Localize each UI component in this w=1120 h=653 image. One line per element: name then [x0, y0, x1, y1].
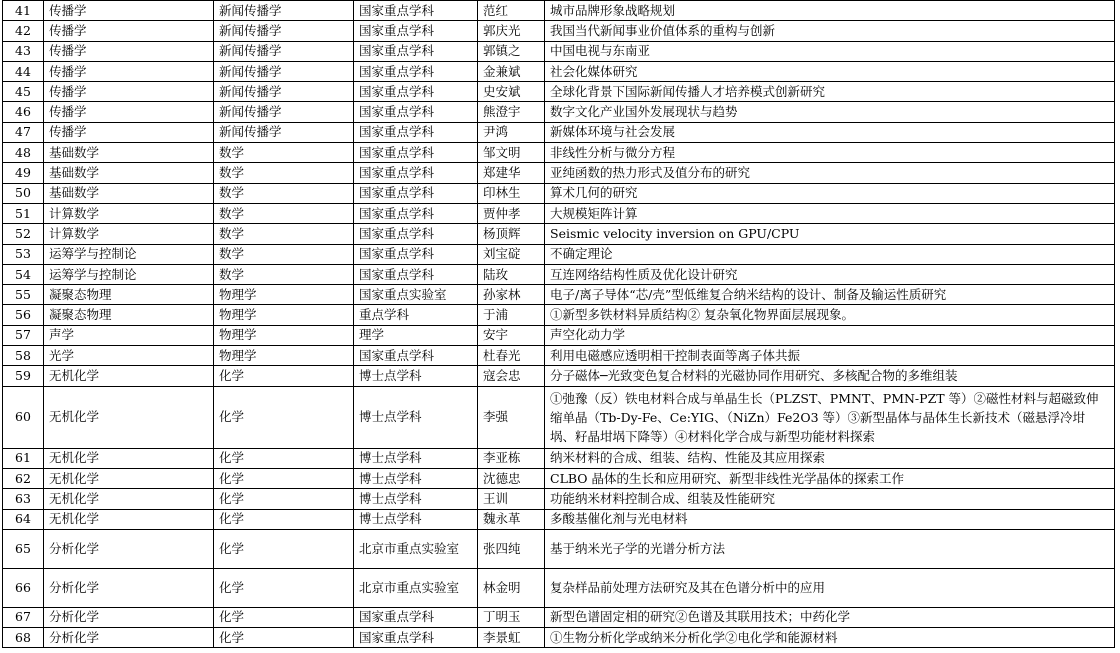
- level-cell: 国家重点学科: [354, 102, 478, 122]
- advisor-cell: 李景虹: [478, 628, 545, 648]
- level-cell: 国家重点学科: [354, 163, 478, 183]
- row-number: 44: [3, 61, 44, 81]
- field-cell: 无机化学: [44, 489, 214, 509]
- topic-cell: 互连网络结构性质及优化设计研究: [545, 264, 1115, 284]
- field-cell: 无机化学: [44, 448, 214, 468]
- level-cell: 国家重点学科: [354, 346, 478, 366]
- discipline-cell: 化学: [214, 386, 354, 448]
- field-cell: 传播学: [44, 82, 214, 102]
- field-cell: 无机化学: [44, 386, 214, 448]
- discipline-cell: 新闻传播学: [214, 122, 354, 142]
- row-number: 45: [3, 82, 44, 102]
- discipline-cell: 数学: [214, 264, 354, 284]
- field-cell: 基础数学: [44, 183, 214, 203]
- field-cell: 分析化学: [44, 628, 214, 648]
- field-cell: 传播学: [44, 122, 214, 142]
- row-number: 68: [3, 628, 44, 648]
- row-number: 52: [3, 224, 44, 244]
- row-number: 50: [3, 183, 44, 203]
- table-row: [3, 285, 1115, 305]
- advisor-cell: 魏永革: [478, 509, 545, 529]
- field-cell: 传播学: [44, 41, 214, 61]
- field-cell: 计算数学: [44, 224, 214, 244]
- topic-cell: ①生物分析化学或纳米分析化学②电化学和能源材料: [545, 628, 1115, 648]
- table-row: [3, 628, 1115, 648]
- level-cell: 国家重点学科: [354, 21, 478, 41]
- row-number: 61: [3, 448, 44, 468]
- topic-cell: CLBO 晶体的生长和应用研究、新型非线性光学晶体的探索工作: [545, 468, 1115, 488]
- field-cell: 运筹学与控制论: [44, 264, 214, 284]
- table-row: [3, 183, 1115, 203]
- row-number: 64: [3, 509, 44, 529]
- table-row: [3, 122, 1115, 142]
- table-row: [3, 346, 1115, 366]
- table-row: [3, 41, 1115, 61]
- topic-cell: 亚纯函数的热力形式及值分布的研究: [545, 163, 1115, 183]
- discipline-cell: 物理学: [214, 346, 354, 366]
- table-row: [3, 203, 1115, 223]
- discipline-cell: 化学: [214, 468, 354, 488]
- table-row: [3, 568, 1115, 607]
- discipline-cell: 物理学: [214, 305, 354, 325]
- topic-cell: 我国当代新闻事业价值体系的重构与创新: [545, 21, 1115, 41]
- discipline-cell: 化学: [214, 628, 354, 648]
- advisor-cell: 贾仲孝: [478, 203, 545, 223]
- advisor-cell: 林金明: [478, 568, 545, 607]
- row-number: 54: [3, 264, 44, 284]
- discipline-cell: 化学: [214, 509, 354, 529]
- advisor-cell: 寇会忠: [478, 366, 545, 386]
- topic-cell: 利用电磁感应透明相干控制表面等离子体共振: [545, 346, 1115, 366]
- topic-cell: ①新型多铁材料异质结构② 复杂氧化物界面层展现象。: [545, 305, 1115, 325]
- topic-cell: 大规模矩阵计算: [545, 203, 1115, 223]
- level-cell: 国家重点学科: [354, 264, 478, 284]
- topic-cell: 基于纳米光子学的光谱分析方法: [545, 529, 1115, 568]
- table-row: [3, 325, 1115, 345]
- discipline-cell: 数学: [214, 203, 354, 223]
- level-cell: 博士点学科: [354, 448, 478, 468]
- field-cell: 传播学: [44, 61, 214, 81]
- row-number: 51: [3, 203, 44, 223]
- discipline-cell: 数学: [214, 183, 354, 203]
- level-cell: 博士点学科: [354, 468, 478, 488]
- level-cell: 博士点学科: [354, 386, 478, 448]
- row-number: 43: [3, 41, 44, 61]
- table-row: [3, 163, 1115, 183]
- discipline-cell: 数学: [214, 143, 354, 163]
- field-cell: 基础数学: [44, 143, 214, 163]
- topic-cell: 新型色谱固定相的研究②色谱及其联用技术；中药化学: [545, 607, 1115, 627]
- level-cell: 国家重点学科: [354, 183, 478, 203]
- table-row: [3, 509, 1115, 529]
- row-number: 58: [3, 346, 44, 366]
- advisor-cell: 沈德忠: [478, 468, 545, 488]
- advisor-cell: 王训: [478, 489, 545, 509]
- topic-cell: 多酸基催化剂与光电材料: [545, 509, 1115, 529]
- discipline-cell: 数学: [214, 163, 354, 183]
- field-cell: 分析化学: [44, 607, 214, 627]
- advisor-table-body: [3, 1, 1115, 648]
- discipline-cell: 化学: [214, 568, 354, 607]
- discipline-cell: 数学: [214, 244, 354, 264]
- advisor-cell: 熊澄宇: [478, 102, 545, 122]
- field-cell: 运筹学与控制论: [44, 244, 214, 264]
- level-cell: 国家重点学科: [354, 61, 478, 81]
- discipline-cell: 新闻传播学: [214, 61, 354, 81]
- advisor-cell: 李强: [478, 386, 545, 448]
- discipline-cell: 化学: [214, 366, 354, 386]
- topic-cell: 功能纳米材料控制合成、组装及性能研究: [545, 489, 1115, 509]
- topic-cell: 中国电视与东南亚: [545, 41, 1115, 61]
- advisor-cell: 史安斌: [478, 82, 545, 102]
- level-cell: 国家重点学科: [354, 244, 478, 264]
- row-number: 65: [3, 529, 44, 568]
- field-cell: 分析化学: [44, 568, 214, 607]
- topic-cell: 全球化背景下国际新闻传播人才培养模式创新研究: [545, 82, 1115, 102]
- row-number: 66: [3, 568, 44, 607]
- row-number: 55: [3, 285, 44, 305]
- topic-cell: 算术几何的研究: [545, 183, 1115, 203]
- topic-cell: 声空化动力学: [545, 325, 1115, 345]
- table-row: [3, 82, 1115, 102]
- discipline-cell: 新闻传播学: [214, 102, 354, 122]
- level-cell: 国家重点实验室: [354, 285, 478, 305]
- level-cell: 国家重点学科: [354, 224, 478, 244]
- table-row: [3, 607, 1115, 627]
- level-cell: 重点学科: [354, 305, 478, 325]
- table-row: [3, 264, 1115, 284]
- discipline-cell: 新闻传播学: [214, 82, 354, 102]
- table-row: [3, 224, 1115, 244]
- advisor-cell: 孙家林: [478, 285, 545, 305]
- table-row: [3, 1, 1115, 21]
- discipline-cell: 数学: [214, 224, 354, 244]
- field-cell: 声学: [44, 325, 214, 345]
- table-row: [3, 143, 1115, 163]
- level-cell: 国家重点学科: [354, 122, 478, 142]
- discipline-cell: 物理学: [214, 285, 354, 305]
- discipline-cell: 化学: [214, 489, 354, 509]
- advisor-cell: 李亚栋: [478, 448, 545, 468]
- discipline-cell: 新闻传播学: [214, 41, 354, 61]
- level-cell: 国家重点学科: [354, 1, 478, 21]
- table-row: [3, 21, 1115, 41]
- level-cell: 国家重点学科: [354, 607, 478, 627]
- field-cell: 传播学: [44, 21, 214, 41]
- discipline-cell: 化学: [214, 607, 354, 627]
- topic-cell: Seismic velocity inversion on GPU/CPU: [545, 224, 1115, 244]
- field-cell: 传播学: [44, 102, 214, 122]
- advisor-cell: 郑建华: [478, 163, 545, 183]
- row-number: 42: [3, 21, 44, 41]
- topic-cell: 不确定理论: [545, 244, 1115, 264]
- topic-cell: 数字文化产业国外发展现状与趋势: [545, 102, 1115, 122]
- advisor-cell: 郭庆光: [478, 21, 545, 41]
- advisor-cell: 郭镇之: [478, 41, 545, 61]
- level-cell: 理学: [354, 325, 478, 345]
- table-row: [3, 244, 1115, 264]
- row-number: 60: [3, 386, 44, 448]
- advisor-cell: 范红: [478, 1, 545, 21]
- topic-cell: 社会化媒体研究: [545, 61, 1115, 81]
- row-number: 53: [3, 244, 44, 264]
- row-number: 56: [3, 305, 44, 325]
- table-row: [3, 102, 1115, 122]
- level-cell: 国家重点学科: [354, 82, 478, 102]
- field-cell: 无机化学: [44, 509, 214, 529]
- advisor-cell: 张四纯: [478, 529, 545, 568]
- field-cell: 凝聚态物理: [44, 305, 214, 325]
- table-row: [3, 448, 1115, 468]
- level-cell: 国家重点学科: [354, 41, 478, 61]
- level-cell: 国家重点学科: [354, 143, 478, 163]
- row-number: 49: [3, 163, 44, 183]
- field-cell: 光学: [44, 346, 214, 366]
- row-number: 59: [3, 366, 44, 386]
- discipline-cell: 新闻传播学: [214, 21, 354, 41]
- advisor-cell: 杨顶辉: [478, 224, 545, 244]
- row-number: 48: [3, 143, 44, 163]
- advisor-cell: 丁明玉: [478, 607, 545, 627]
- advisor-cell: 陆玫: [478, 264, 545, 284]
- row-number: 41: [3, 1, 44, 21]
- discipline-cell: 物理学: [214, 325, 354, 345]
- field-cell: 基础数学: [44, 163, 214, 183]
- level-cell: 博士点学科: [354, 509, 478, 529]
- advisor-cell: 尹鸿: [478, 122, 545, 142]
- topic-cell: 城市品牌形象战略规划: [545, 1, 1115, 21]
- level-cell: 国家重点学科: [354, 628, 478, 648]
- advisor-table: [2, 0, 1115, 648]
- advisor-cell: 于浦: [478, 305, 545, 325]
- advisor-cell: 杜春光: [478, 346, 545, 366]
- row-number: 46: [3, 102, 44, 122]
- level-cell: 博士点学科: [354, 366, 478, 386]
- discipline-cell: 新闻传播学: [214, 1, 354, 21]
- level-cell: 国家重点学科: [354, 203, 478, 223]
- advisor-cell: 刘宝碇: [478, 244, 545, 264]
- advisor-cell: 安宇: [478, 325, 545, 345]
- topic-cell: 非线性分析与微分方程: [545, 143, 1115, 163]
- table-row: [3, 468, 1115, 488]
- advisor-cell: 邹文明: [478, 143, 545, 163]
- row-number: 47: [3, 122, 44, 142]
- table-row: [3, 386, 1115, 448]
- field-cell: 分析化学: [44, 529, 214, 568]
- table-row: [3, 305, 1115, 325]
- table-row: [3, 489, 1115, 509]
- topic-cell: 电子/离子导体“芯/壳”型低维复合纳米结构的设计、制备及输运性质研究: [545, 285, 1115, 305]
- level-cell: 博士点学科: [354, 489, 478, 509]
- field-cell: 无机化学: [44, 468, 214, 488]
- field-cell: 无机化学: [44, 366, 214, 386]
- discipline-cell: 化学: [214, 529, 354, 568]
- table-row: [3, 529, 1115, 568]
- topic-cell: 新媒体环境与社会发展: [545, 122, 1115, 142]
- advisor-cell: 金兼斌: [478, 61, 545, 81]
- discipline-cell: 化学: [214, 448, 354, 468]
- row-number: 63: [3, 489, 44, 509]
- field-cell: 凝聚态物理: [44, 285, 214, 305]
- topic-cell: ①弛豫（反）铁电材料合成与单晶生长（PLZST、PMNT、PMN-PZT 等）②磁性材料与超磁致伸缩单晶（Tb-Dy-Fe、Ce:YIG、（NiZn）Fe2O3 等）③新型晶体与晶体生长新技术（磁悬浮冷坩埚、籽晶坩埚下降等）④材料化学合成与新型功能材料探索: [545, 386, 1115, 448]
- topic-cell: 分子磁体─光致变色复合材料的光磁协同作用研究、多核配合物的多维组装: [545, 366, 1115, 386]
- field-cell: 计算数学: [44, 203, 214, 223]
- level-cell: 北京市重点实验室: [354, 529, 478, 568]
- table-row: [3, 61, 1115, 81]
- table-row: [3, 366, 1115, 386]
- advisor-cell: 印林生: [478, 183, 545, 203]
- row-number: 57: [3, 325, 44, 345]
- topic-cell: 复杂样品前处理方法研究及其在色谱分析中的应用: [545, 568, 1115, 607]
- topic-cell: 纳米材料的合成、组装、结构、性能及其应用探索: [545, 448, 1115, 468]
- field-cell: 传播学: [44, 1, 214, 21]
- row-number: 62: [3, 468, 44, 488]
- level-cell: 北京市重点实验室: [354, 568, 478, 607]
- row-number: 67: [3, 607, 44, 627]
